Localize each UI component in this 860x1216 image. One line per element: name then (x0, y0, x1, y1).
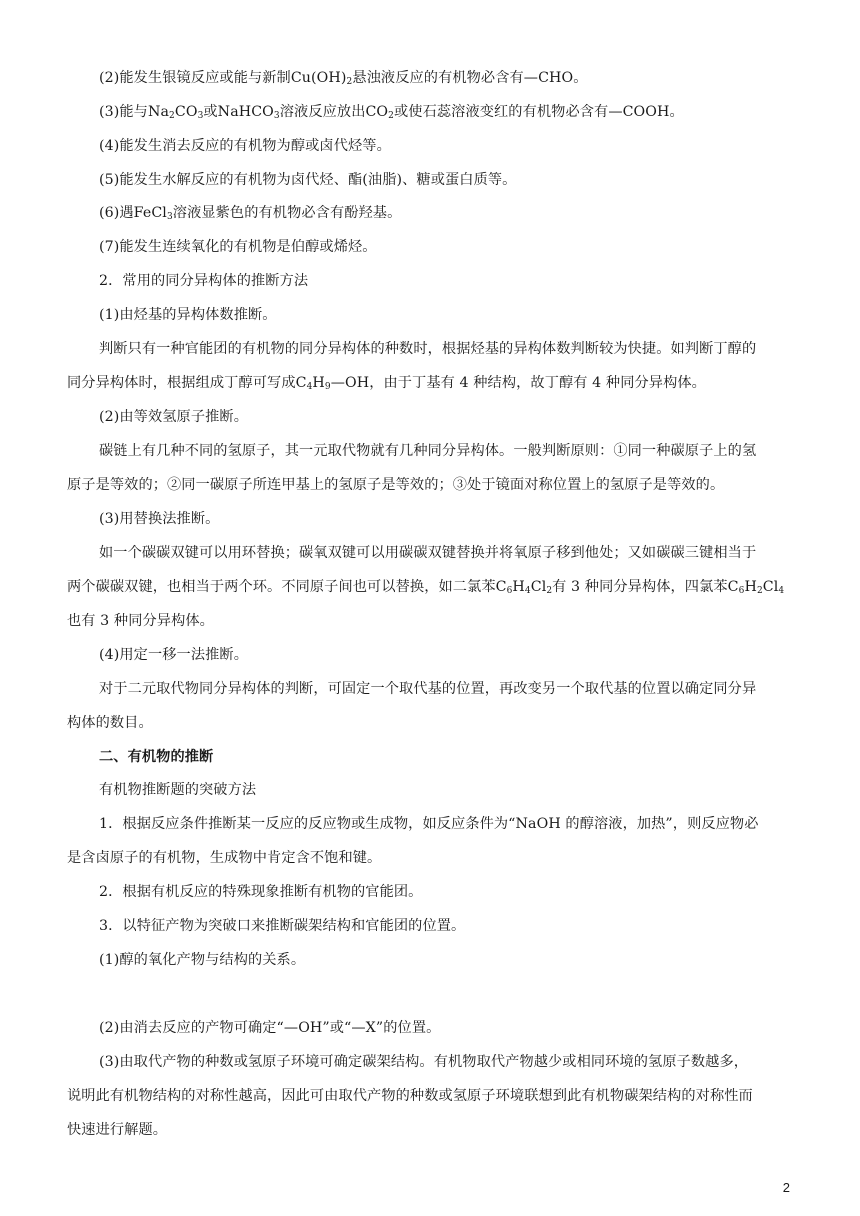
text-line: (5)能发生水解反应的有机物为卤代烃、酯(油脂)、糖或蛋白质等。 (99, 172, 517, 188)
subscript: 4 (306, 382, 313, 392)
text-line: 3．以特征产物为突破口来推断碳架结构和官能团的位置。 (99, 918, 466, 934)
subscript: 3 (197, 111, 204, 121)
text-line: 碳链上有几种不同的氢原子，其一元取代物就有几种同分异构体。一般判断原则：①同一种碳原子上的氢 (99, 443, 757, 459)
text-line: (7)能发生连续氧化的有机物是伯醇或烯烃。 (99, 239, 377, 255)
text-line: 同分异构体时，根据组成丁醇可写成$C_4H_9—OH$，由于丁基有 4 种结构，故丁醇有 4 种同分异构体。 (67, 375, 706, 392)
text-line: (3)用替换法推断。 (99, 511, 220, 527)
section-heading: 2．常用的同分异构体的推断方法 (99, 273, 309, 289)
text-line: 1．根据反应条件推断某一反应的反应物或生成物，如反应条件为“NaOH 的醇溶液，加热”，则反应物必 (99, 816, 759, 832)
subscript: 6 (738, 586, 745, 596)
subscript: 3 (273, 111, 280, 121)
text-line: (2)由消去反应的产物可确定“—OH”或“—X”的位置。 (99, 1020, 441, 1036)
subscript: 2 (346, 77, 353, 87)
text-line: 快速进行解题。 (67, 1122, 168, 1138)
text-line: 2．根据有机反应的特殊现象推断有机物的官能团。 (99, 884, 423, 900)
text-line: (3)能与$Na_2CO_3$或NaHCO$_3$溶液反应放出$CO_2$或使石蕊溶液变红的有机物必含有—COOH。 (99, 104, 684, 121)
subscript: 6 (506, 586, 513, 596)
subscript: 2 (756, 586, 763, 596)
subscript: 2 (546, 586, 553, 596)
section-heading: 二、有机物的推断 (99, 749, 214, 765)
text-line: 构体的数目。 (67, 715, 153, 731)
subscript: 4 (524, 586, 531, 596)
text-line: (2)由等效氢原子推断。 (99, 409, 248, 425)
subscript: 2 (169, 111, 175, 121)
text-line: 两个碳碳双键，也相当于两个环。不同原子间也可以替换，如二氯苯$C_6H_4Cl_2$有 3 种同分异构体，四氯苯$C_6H_2Cl_4$ (67, 579, 785, 596)
text-line: (2)能发生银镜反应或能与新制$Cu(OH)_2$悬浊液反应的有机物必含有—CHO。 (99, 70, 588, 87)
subscript: 9 (324, 382, 331, 392)
text-line: (1)由烃基的异构体数推断。 (99, 307, 277, 323)
text-line: 是含卤原子的有机物，生成物中肯定含不饱和键。 (67, 850, 382, 866)
text-line: 有机物推断题的突破方法 (99, 782, 257, 798)
subscript: 4 (778, 586, 785, 596)
text-line: (6)遇FeCl$_3$溶液显紫色的有机物必含有酚羟基。 (99, 205, 402, 222)
text-line: 对于二元取代物同分异构体的判断，可固定一个取代基的位置，再改变另一个取代基的位置以确定同分异 (99, 681, 757, 697)
page-number: 2 (782, 1180, 790, 1195)
text-line: 也有 3 种同分异构体。 (67, 613, 214, 629)
text-line: 判断只有一种官能团的有机物的同分异构体的种数时，根据烃基的异构体数判断较为快捷。如判断丁醇的 (99, 341, 757, 357)
text-line: (1)醇的氧化产物与结构的关系。 (99, 952, 306, 968)
text-line: (3)由取代产物的种数或氢原子环境可确定碳架结构。有机物取代产物越少或相同环境的氢原子数越多， (99, 1054, 749, 1070)
text-line: 原子是等效的；②同一碳原子所连甲基上的氢原子是等效的；③处于镜面对称位置上的氢原子是等效的。 (67, 477, 725, 493)
text-line: 如一个碳碳双键可以用环替换；碳氧双键可以用碳碳双键替换并将氧原子移到他处；又如碳碳三键相当于 (99, 545, 757, 561)
text-line: (4)能发生消去反应的有机物为醇或卤代烃等。 (99, 138, 391, 154)
text-line: 说明此有机物结构的对称性越高，因此可由取代产物的种数或氢原子环境联想到此有机物碳架结构的对称性而 (67, 1088, 753, 1104)
subscript: 2 (388, 111, 394, 121)
text-line: (4)用定一移一法推断。 (99, 647, 248, 663)
subscript: 3 (166, 212, 173, 222)
